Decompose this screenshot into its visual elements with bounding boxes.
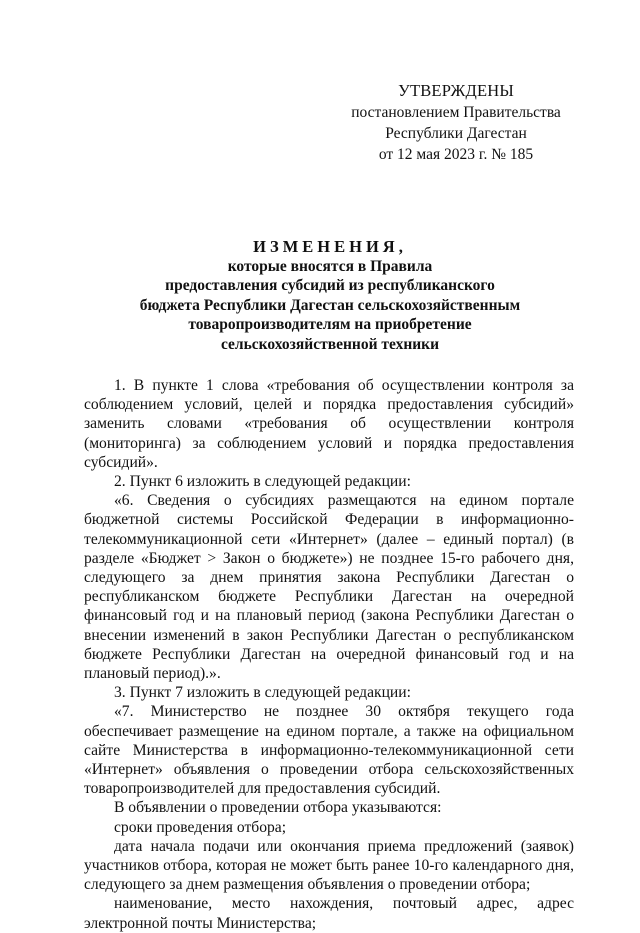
document-title — [120, 237, 540, 355]
paragraph-2: 2. Пункт 6 изложить в следующей редакции: — [114, 473, 411, 491]
title-line-1: которые вносятся в Правила — [227, 257, 433, 275]
document-body — [84, 376, 574, 933]
title-line-2: предоставления субсидий из республиканского — [165, 277, 495, 295]
approval-line-2: Республики Дагестан — [385, 125, 527, 142]
paragraph-1: 1. В пункте 1 слова «требования об осуществлении контроля за соблюдением условий, целей и порядка предоставления субсидий» заменить словами «требования об осуществлении контроля (мониторинга) за соблюдением условий и порядка предоставления субсидий». — [84, 377, 574, 471]
paragraph-6: В объявлении о проведении отбора указываются: — [114, 799, 442, 817]
paragraph-3: «6. Сведения о субсидиях размещаются на едином портале бюджетной системы Российской Федерации в информационно-телекоммуникационной сети «Интернет» (далее – единый портал) (в разделе «Бюджет > Закон о бюджете») не позднее 15-го рабочего дня, следующего за днем принятия закона Республики Дагестан о республиканском бюджете Республики Дагестан на очередной финансовый год и на плановый период (закона Республики Дагестан о внесении изменений в закон Республики Дагестан о республиканском бюджете Республики Дагестан на очередной финансовый год и на плановый период).». — [84, 492, 574, 683]
paragraph-8: дата начала подачи или окончания приема предложений (заявок) участников отбора, которая не может быть ранее 10-го календарного дня, следующего за днем размещения объявления о проведении отбора; — [84, 837, 574, 894]
approval-stamp — [346, 80, 566, 165]
paragraph-4: 3. Пункт 7 изложить в следующей редакции: — [114, 684, 411, 702]
paragraph-7: сроки проведения отбора; — [114, 818, 287, 836]
title-line-5: сельскохозяйственной техники — [220, 335, 440, 353]
title-main: ИЗМЕНЕНИЯ, — [253, 237, 407, 256]
paragraph-9: наименование, место нахождения, почтовый адрес, адрес электронной почты Министерства; — [84, 895, 574, 932]
approval-heading: УТВЕРЖДЕНЫ — [398, 81, 514, 100]
approval-line-3: от 12 мая 2023 г. № 185 — [378, 146, 534, 163]
paragraph-5: «7. Министерство не позднее 30 октября текущего года обеспечивает размещение на едином портале, а также на официальном сайте Министерства в информационно-телекоммуникационной сети «Интернет» объявления о проведении отбора сельскохозяйственных товаропроизводителей для предоставления субсидий. — [84, 703, 574, 798]
title-line-4: товаропроизводителям на приобретение — [188, 316, 472, 334]
approval-line-1: постановлением Правительства — [351, 104, 561, 121]
title-line-3: бюджета Республики Дагестан сельскохозяйственным — [139, 296, 521, 314]
